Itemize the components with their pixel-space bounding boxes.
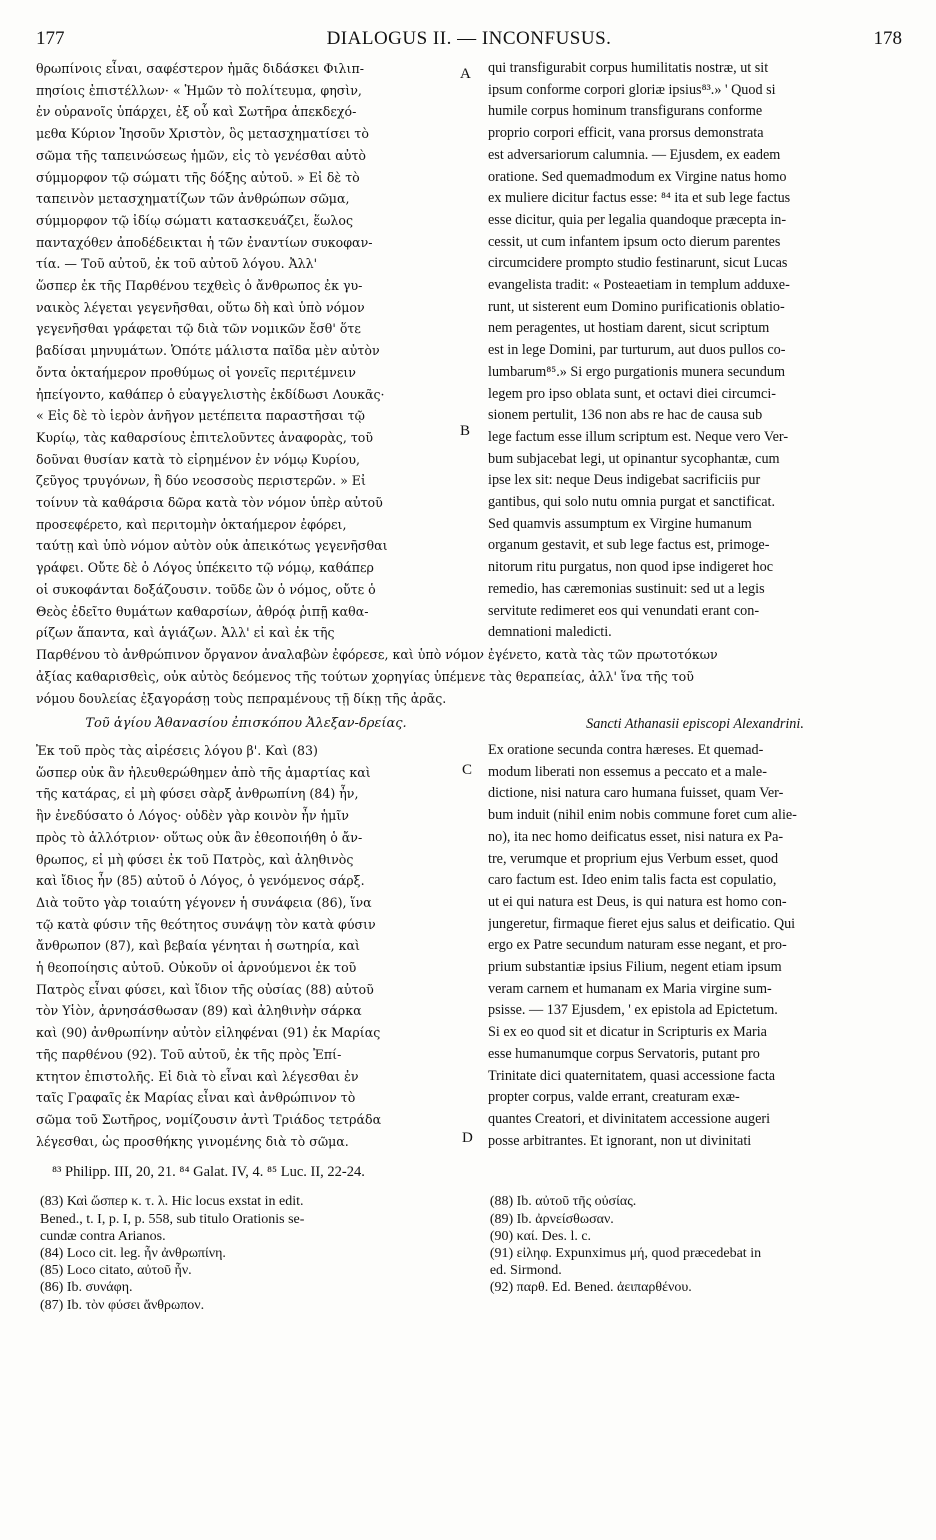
greek-text-line: πησίοις ἐπιστέλλων· « Ἡμῶν τὸ πολίτευμα, φησὶν, [36, 82, 362, 98]
latin-text-line: sionem pertulit, 136 non abs re hac de causa sub [488, 407, 763, 424]
section-headings [36, 714, 902, 734]
greek-text-line: καὶ (90) ἀνθρωπίνην αὐτὸν εἰληφέναι (91) ἐκ Μαρίας [36, 1025, 381, 1041]
footnote-line: (91) εἰληφ. Expunximus μή, quod præcedebat in [489, 1245, 762, 1261]
latin-text-line: lumbarum⁸⁵.» Si ergo purgationis munera secundum [488, 363, 786, 380]
latin-text-line: Trinitate dici quaternitatem, quasi accessione facta [488, 1067, 776, 1084]
greek-text-line: ἠπείγοντο, καθάπερ ὁ εὐαγγελιστὴς ἐκδίδωσι Λουκᾶς· [36, 386, 385, 402]
footnote-line: (86) Ib. συνάφη. [40, 1280, 133, 1296]
greek-text-line: ναικὸς λέγεται γεγενῆσθαι, οὕτω δὴ καὶ ὑπὸ νόμον [36, 299, 365, 315]
greek-text-line: ὥσπερ οὐκ ἂν ἠλευθερώθημεν ἀπὸ τῆς ἁμαρτίας καὶ [36, 764, 371, 780]
greek-text-line: « Εἰς δὲ τὸ ἱερὸν ἀνῆγον μετέπειτα παραστῆσαι τῷ [36, 408, 365, 424]
latin-text-line: remedio, has cæremonias sustinuit: sed ut a legis [488, 580, 765, 597]
greek-text-line: σύμμορφον τῷ σώματι τῆς δόξης αὐτοῦ. » Εἰ δὲ τὸ [36, 169, 360, 185]
greek-text-line: μεθα Κύριον Ἰησοῦν Χριστὸν, ὃς μετασχηματίσει τὸ [36, 126, 369, 142]
bottom-columns [36, 740, 902, 1152]
page-header [36, 28, 902, 56]
latin-text-line: runt, ut sisterent eum Domino purificationis oblatio- [488, 298, 785, 315]
greek-full-line: ἀξίας καθαρισθεὶς, οὐκ αὐτὸς δεόμενος τῆς τούτων χορηγίας ὑπέμενε τὰς θεραπείας, ἀλλ' ἵνα τῆς τοῦ [36, 668, 694, 684]
latin-text-line: est adversariorum calumnia. — Ejusdem, ex eadem [488, 146, 781, 163]
latin-text-line: modum liberati non essemus a peccato et a male- [488, 763, 767, 780]
latin-text-line: nitorum ritu purgatus, non quod ipse indigeret hoc [488, 559, 774, 576]
latin-text-line: no), ita nec homo deificatus esset, nisi natura ex Pa- [488, 828, 784, 845]
greek-full-line: Παρθένου τὸ ἀνθρώπινον ὄργανον ἀναλαβὼν ἐφόρεσε, καὶ ὑπὸ νόμον ἐγένετο, κατὰ τὰς τῶν πρωτοτόκων [36, 646, 718, 662]
latin-text-line: prium substantiæ ipsius Filium, negent etiam ipsum [488, 959, 782, 976]
greek-text-line: βαδίσαι μηνυμάτων. Ὁπότε μάλιστα παῖδα μὲν αὐτὸν [36, 343, 380, 359]
latin-text-line: bum subjacebat legi, ut opinantur sycophantæ, cum [488, 450, 780, 467]
greek-section-heading: Τοῦ ἁγίου Ἀθανασίου ἐπισκόπου Ἀλεξαν-δρείας. [85, 715, 407, 731]
latin-text-line: organum gestavit, et sub lege factus est, primoge- [488, 537, 770, 554]
footnote-line: (88) Ib. αὐτοῦ τῆς οὐσίας. [489, 1194, 637, 1210]
footnote-line: (90) καί. Des. l. c. [489, 1228, 592, 1244]
footnotes-left [36, 1193, 472, 1313]
greek-text-line: ἐν οὐρανοῖς ὑπάρχει, ἐξ οὗ καὶ Σωτῆρα ἀπεκδεχό- [36, 104, 357, 120]
latin-text-line: circumcidere prompto studio festinarunt, sicut Lucas [488, 255, 788, 272]
latin-text-line: ipse lex sit: neque Deus indigebat sacrificiis pur [488, 472, 761, 489]
latin-text-line: bum induit (nihil enim nobis commune foret cum alie- [488, 807, 797, 824]
greek-text-line: θρωπος, εἰ μὴ φύσει ἐκ τοῦ Πατρὸς, καὶ ἀληθινὸς [36, 851, 354, 867]
latin-text-line: qui transfigurabit corpus humilitatis nostræ, ut sit [488, 60, 769, 76]
margin-marker-d: D [462, 1130, 473, 1146]
latin-text-line: gantibus, qui solo nutu omnia purgat et sanctificat. [488, 494, 775, 511]
greek-text-line: ἡ θεοποίησις αὐτοῦ. Οὐκοῦν οἱ ἀρνούμενοι ἐκ τοῦ [36, 960, 357, 976]
margin-marker-c: C [462, 762, 473, 778]
greek-text-line: γεγενῆσθαι γράφεται τῷ διὰ τῶν νομικῶν ἔσθ' ὅτε [36, 321, 361, 337]
latin-text-line: caro factum est. Ideo enim talis facta est copulatio, [488, 872, 777, 889]
greek-full-width-lines [36, 644, 902, 710]
running-title: DIALOGUS II. — INCONFUSUS. [326, 28, 612, 49]
greek-text-line: Πατρὸς εἶναι φύσει, καὶ ἴδιον τῆς οὐσίας (88) αὐτοῦ [36, 981, 374, 997]
greek-text-line: ταῖς Γραφαῖς ἐκ Μαρίας εἶναι καὶ ἀνθρώπινον τὸ [36, 1090, 356, 1106]
greek-text-line: Κυρίῳ, τὰς καθαρσίους ἐπιτελοῦντες ἀναφορὰς, τοῦ [36, 429, 374, 445]
greek-text-line: Διὰ τοῦτο γὰρ τοιαύτη γέγονεν ἡ συνάφεια (86), ἵνα [36, 894, 372, 910]
greek-text-line: τία. — Τοῦ αὐτοῦ, ἐκ τοῦ αὐτοῦ λόγου. Ἀλλ' [36, 256, 318, 272]
latin-text-line: lege factum esse illum scriptum est. Neque vero Ver- [488, 428, 789, 445]
greek-text-line: σύμμορφον τῷ ἰδίῳ σώματι κατασκευάζει, ἕωλος [36, 212, 354, 228]
scripture-references: ⁸³ Philipp. III, 20, 21. ⁸⁴ Galat. IV, 4. ⁸⁵ Luc. II, 22-24. [52, 1164, 365, 1181]
greek-text-line: προσεφέρετο, καὶ περιτομὴν ὀκταήμερον ἐφόρει, [36, 516, 347, 532]
greek-text-line: τῆς κατάρας, εἰ μὴ φύσει σὰρξ ἀνθρωπίνη (84) ἦν, [36, 786, 359, 802]
greek-text-line: ὥσπερ ἐκ τῆς Παρθένου τεχθεὶς ὁ ἄνθρωπος ἐκ γυ- [36, 278, 363, 294]
greek-text-line: ὄντα ὀκταήμερον προθύμως οἱ γονεῖς περιτέμνειν [36, 364, 356, 380]
greek-text-line: πρὸς τὸ ἀλλότριον· οὕτως οὐκ ἂν ἐθεοποιήθη ὁ ἄν- [36, 829, 363, 845]
latin-text-line: Ex oratione secunda contra hæreses. Et quemad- [488, 741, 764, 758]
latin-text-line: est in lege Domini, par turturum, aut duos pullos co- [488, 342, 786, 359]
latin-text-line: ergo ex Patre secundum naturam esse negant, et pro- [488, 937, 787, 954]
greek-text-line: σῶμα τῆς ταπεινώσεως ἡμῶν, εἰς τὸ γενέσθαι αὐτὸ [36, 147, 367, 163]
top-columns [36, 58, 902, 644]
latin-text-line: nem peragentes, ut hostiam darent, sicut scriptum [488, 320, 770, 337]
greek-text-line: ρίζων ἅπαντα, καὶ ἁγιάζων. Ἀλλ' εἰ καὶ ἐκ τῆς [36, 625, 335, 641]
latin-text-line: veram carnem et humanam ex Maria virgine sum- [488, 980, 772, 997]
greek-text-line: Ἐκ τοῦ πρὸς τὰς αἱρέσεις λόγου β'. Καὶ (83) [36, 742, 318, 758]
footnote-line: Bened., t. I, p. I, p. 558, sub titulo Orationis se- [40, 1211, 305, 1227]
latin-column-bottom [488, 740, 902, 1152]
latin-text-line: humile corpus hominum transfigurans conforme [488, 103, 763, 120]
latin-column-top [488, 58, 902, 644]
latin-section-heading: Sancti Athanasii episcopi Alexandrini. [586, 715, 804, 732]
greek-text-line: πανταχόθεν ἀποδέδεικται ἡ τῶν ἐναντίων συκοφαν- [36, 234, 373, 250]
greek-text-line: ἣν ἐνεδύσατο ὁ Λόγος· οὐδὲν γὰρ κοινὸν ἦν ἡμῖν [36, 808, 349, 824]
footnotes-right [472, 1193, 902, 1313]
latin-text-line: jungeretur, firmaque fieret ejus salus et deificatio. Qui [488, 915, 796, 932]
latin-text-line: posse arbitrantes. Et ignorant, non ut divinitati [488, 1132, 752, 1149]
latin-text-line: legem pro ipso oblata sunt, et octavi diei circumci- [488, 385, 776, 402]
greek-full-line: νόμου δουλείας ἐξαγοράσῃ τοὺς πεπραμένους τῇ δίκῃ τῆς ἀρᾶς. [36, 690, 447, 706]
greek-text-line: οἱ συκοφάνται δοξάζουσιν. τοῦδε ὢν ὁ νόμος, οὔτε ὁ [36, 581, 376, 597]
latin-text-line: propter corpus, valde errant, creaturam exæ- [488, 1089, 740, 1106]
latin-text-line: servitute redimeret eos qui venundati erant con- [488, 602, 760, 619]
footnote-line: ed. Sirmond. [489, 1263, 562, 1279]
greek-text-line: ἄνθρωπον (87), καὶ βεβαία γένηται ἡ σωτηρία, καὶ [36, 938, 360, 954]
latin-text-line: Sed quamvis assumptum ex Virgine humanum [488, 515, 752, 532]
greek-column-top [36, 58, 456, 644]
greek-text-line: Θεὸς ἐδεῖτο θυμάτων καθαρσίων, ἀθρόᾳ ῥιπῇ καθα- [36, 603, 369, 619]
latin-text-line: Si ex eo quod sit et dicatur in Scripturis ex Maria [488, 1024, 767, 1041]
latin-text-line: esse dicitur, quia per legalia quandoque præcepta in- [488, 211, 787, 228]
greek-text-line: δοῦναι θυσίαν κατὰ τὸ εἰρημένον ἐν νόμῳ Κυρίου, [36, 451, 361, 467]
margin-marker-a: A [460, 66, 471, 82]
latin-text-line: ut ei qui natura est Deus, is qui natura est homo con- [488, 893, 787, 910]
latin-text-line: evangelista tradit: « Posteaetiam in templum adduxe- [488, 277, 790, 294]
page [36, 28, 902, 1314]
page-number-left: 177 [36, 28, 65, 49]
greek-text-line: τῆς παρθένου (92). Τοῦ αὐτοῦ, ἐκ τῆς πρὸς Ἐπί- [36, 1046, 342, 1062]
latin-text-line: ipsum conforme corpori gloriæ ipsius⁸³.» ' Quod si [488, 81, 776, 98]
latin-text-line: proprio corpori efficit, vana prorsus demonstrata [488, 125, 764, 142]
latin-text-line: oratione. Sed quemadmodum ex Virgine natus homo [488, 168, 787, 185]
latin-text-line: dictione, nisi natura caro humana fuisset, quam Ver- [488, 785, 784, 802]
greek-text-line: θρωπίνοις εἶναι, σαφέστερον ἡμᾶς διδάσκει Φιλιπ- [36, 61, 364, 76]
latin-text-line: cessit, ut cum infantem ipsum octo dierum parentes [488, 233, 781, 250]
latin-text-line: demnationi maledicti. [488, 624, 612, 641]
latin-text-line: ex muliere dicitur factus esse: ⁸⁴ ita et sub lege factus [488, 190, 791, 207]
greek-text-line: ζεῦγος τρυγόνων, ἢ δύο νεοσσοὺς περιστερῶν. » Εἰ [36, 473, 366, 489]
greek-text-line: κτητον ἐπιστολῆς. Εἰ διὰ τὸ εἶναι καὶ λέγεσθαι ἐν [36, 1068, 359, 1084]
footnote-line: (92) παρθ. Ed. Bened. ἀειπαρθένου. [489, 1280, 692, 1296]
page-number-right: 178 [873, 28, 902, 49]
latin-text-line: psisse. — 137 Ejusdem, ' ex epistola ad Epictetum. [488, 1002, 778, 1019]
latin-text-line: esse humanumque corpus Servatoris, putant pro [488, 1045, 760, 1062]
latin-text-line: tre, verumque et proprium ejus Verbum esset, quod [488, 850, 779, 867]
footnote-line: (84) Loco cit. leg. ἦν ἀνθρωπίνη. [40, 1245, 226, 1261]
greek-text-line: τοίνυν τὰ καθάρσια δῶρα κατὰ τὸν νόμον ὑπὲρ αὐτοῦ [36, 495, 383, 511]
greek-text-line: σῶμα τοῦ Σωτῆρος, νομίζουσιν ἀντὶ Τριάδος τετράδα [36, 1111, 382, 1127]
footnote-line: (83) Καὶ ὥσπερ κ. τ. λ. Hic locus exstat in edit. [40, 1194, 304, 1210]
footnotes [36, 1193, 902, 1313]
latin-text-line: quantes Creatori, et divinitatem accessione augeri [488, 1110, 771, 1127]
margin-marker-b: B [460, 423, 471, 439]
greek-text-line: ταπεινὸν μετασχηματίζων τῶν ἀνθρώπων σῶμα, [36, 191, 350, 207]
footnote-line: (85) Loco citato, αὐτοῦ ἦν. [40, 1263, 192, 1279]
greek-text-line: λέγεσθαι, ὡς προσθήκης γινομένης διὰ τὸ σῶμα. [36, 1133, 349, 1149]
greek-column-bottom [36, 740, 456, 1152]
greek-text-line: τὸν Υἱὸν, ἀρνησάσθωσαν (89) καὶ ἀληθινὴν σάρκα [36, 1003, 362, 1019]
greek-text-line: καὶ ἴδιος ἦν (85) αὐτοῦ ὁ Λόγος, ὁ γενόμενος σάρξ. [36, 873, 365, 889]
footnote-line: cundæ contra Arianos. [40, 1228, 166, 1244]
greek-text-line: γράφει. Οὔτε δὲ ὁ Λόγος ὑπέκειτο τῷ νόμῳ, καθάπερ [36, 560, 374, 576]
footnote-line: (87) Ib. τὸν φύσει ἄνθρωπον. [40, 1297, 205, 1313]
footnote-line: (89) Ib. ἀρνείσθωσαν. [489, 1211, 614, 1227]
greek-text-line: ταύτῃ καὶ ὑπὸ νόμον αὐτὸν οὐκ ἀπεικότως γεγενῆσθαι [36, 538, 388, 554]
greek-text-line: τῷ κατὰ φύσιν τῆς θεότητος συνάψῃ τὸν κατὰ φύσιν [36, 916, 376, 932]
